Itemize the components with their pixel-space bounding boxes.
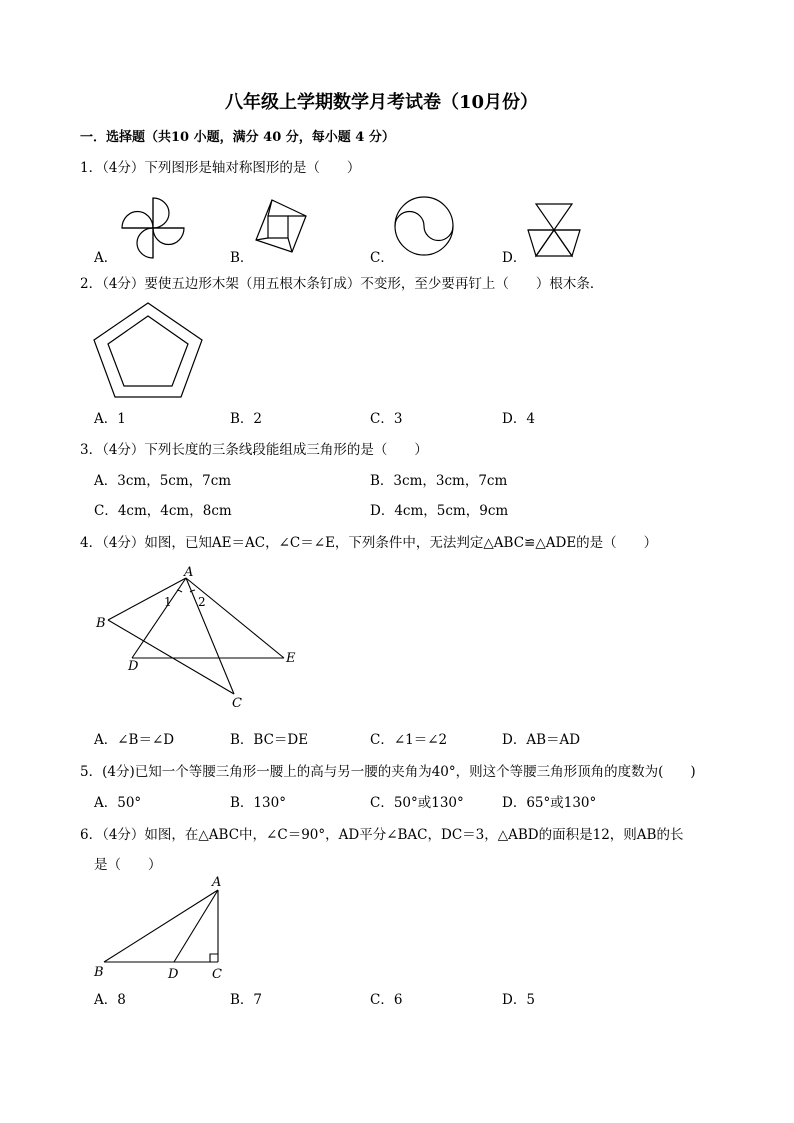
q1-figure-b-square bbox=[250, 198, 308, 256]
q1-option-d[interactable]: D． bbox=[502, 250, 527, 266]
q6-figure-right-triangle bbox=[90, 874, 240, 984]
page-title: 八年级上学期数学月考试卷（10月份） bbox=[225, 92, 539, 113]
q3-option-a[interactable]: A．3cm，5cm，7cm bbox=[94, 473, 232, 489]
q3-option-d[interactable]: D．4cm，5cm，9cm bbox=[370, 503, 509, 519]
q6-option-b[interactable]: B．7 bbox=[230, 992, 263, 1008]
question-4-stem: 4．（4分）如图，已知AE＝AC，∠C＝∠E，下列条件中，无法判定△ABC≌△ADE的是（ ） bbox=[80, 535, 658, 551]
question-6-stem-line-1: 6．（4分）如图，在△ABC中，∠C＝90°，AD平分∠BAC，DC＝3，△ABD的面积是12，则AB的长 bbox=[80, 827, 684, 843]
q6-label-a: A bbox=[212, 875, 222, 890]
q4-label-angle-1: 1 bbox=[164, 595, 172, 609]
q3-option-b[interactable]: B．3cm，3cm，7cm bbox=[370, 473, 508, 489]
q6-label-b: B bbox=[94, 965, 104, 980]
q2-option-b[interactable]: B．2 bbox=[230, 411, 263, 427]
question-1-stem: 1．（4分）下列图形是轴对称图形的是（ ） bbox=[80, 160, 361, 176]
q1-option-c[interactable]: C． bbox=[370, 250, 394, 266]
q2-option-a[interactable]: A．1 bbox=[94, 411, 126, 427]
q5-option-a[interactable]: A．50° bbox=[94, 795, 142, 811]
q6-label-d: D bbox=[168, 967, 179, 982]
q4-label-d: D bbox=[128, 659, 139, 674]
q1-figure-d-triangles bbox=[526, 202, 582, 258]
question-2-stem: 2．（4分）要使五边形木架（用五根木条钉成）不变形，至少要再钉上（ ）根木条． bbox=[80, 276, 604, 292]
question-6-stem-line-2: 是（ ） bbox=[94, 857, 162, 873]
q2-figure-pentagon-frame bbox=[92, 300, 204, 400]
q4-option-d[interactable]: D．AB＝AD bbox=[502, 732, 581, 748]
q6-option-a[interactable]: A．8 bbox=[94, 992, 126, 1008]
q4-label-b: B bbox=[96, 616, 106, 631]
q5-option-d[interactable]: D．65°或130° bbox=[502, 795, 597, 811]
q2-option-c[interactable]: C．3 bbox=[370, 411, 403, 427]
q6-label-c: C bbox=[212, 967, 222, 982]
q4-label-c: C bbox=[232, 696, 242, 711]
q4-figure-triangles bbox=[92, 562, 312, 714]
q1-option-a[interactable]: A． bbox=[94, 250, 118, 266]
q1-option-b[interactable]: B． bbox=[230, 250, 254, 266]
q1-figure-c-circle bbox=[392, 194, 456, 258]
q4-option-c[interactable]: C．∠1＝∠2 bbox=[370, 732, 448, 748]
q4-option-b[interactable]: B．BC＝DE bbox=[230, 732, 309, 748]
q2-option-d[interactable]: D．4 bbox=[502, 411, 535, 427]
q3-option-c[interactable]: C．4cm，4cm，8cm bbox=[94, 503, 232, 519]
q1-figure-a-pinwheel bbox=[118, 194, 188, 262]
section-heading: 一．选择题（共10 小题，满分 40 分，每小题 4 分） bbox=[80, 130, 395, 145]
q4-label-a: A bbox=[184, 565, 194, 580]
q4-label-angle-2: 2 bbox=[198, 595, 206, 609]
q4-label-e: E bbox=[286, 651, 296, 666]
q5-option-b[interactable]: B．130° bbox=[230, 795, 286, 811]
question-3-stem: 3．（4分）下列长度的三条线段能组成三角形的是（ ） bbox=[80, 442, 428, 458]
q4-option-a[interactable]: A．∠B＝∠D bbox=[94, 732, 175, 748]
question-5-stem: 5．(4分)已知一个等腰三角形一腰上的高与另一腰的夹角为40°，则这个等腰三角形顶角的度数为( ) bbox=[80, 764, 696, 780]
q5-option-c[interactable]: C．50°或130° bbox=[370, 795, 464, 811]
q6-option-d[interactable]: D．5 bbox=[502, 992, 535, 1008]
q6-option-c[interactable]: C．6 bbox=[370, 992, 403, 1008]
